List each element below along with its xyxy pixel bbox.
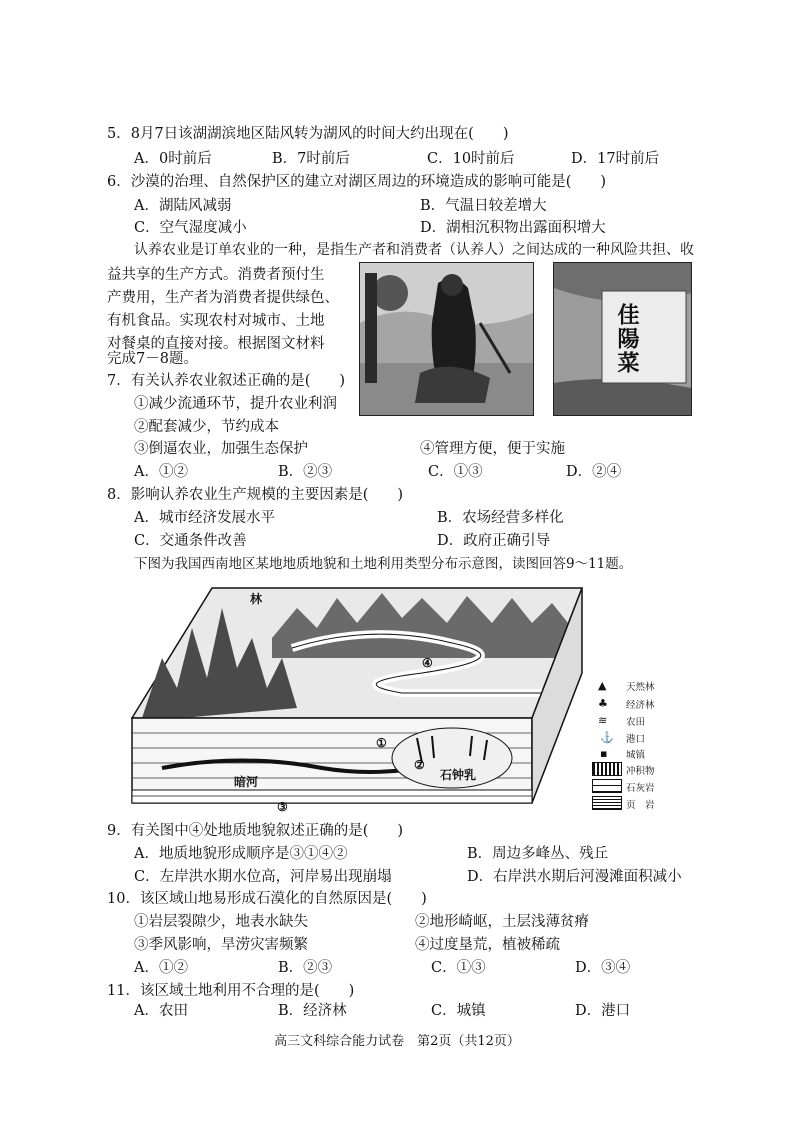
geology-diagram [122,568,592,818]
sign-photo [553,262,692,416]
q5-option-c: C．10时前后 [427,151,515,167]
q5-option-b: B．7时前后 [272,151,350,167]
legend-farmland: 农田 [626,717,646,728]
q9-option-a: A．地质地貌形成顺序是③①④② [134,846,348,862]
q7-item-1: ①减少流通环节，提升农业利润 [134,396,337,412]
q6-option-a: A．湖陆风减弱 [134,198,232,214]
q7-option-c: C．①③ [428,464,483,480]
q5-stem: 5．8月7日该湖湖滨地区陆风转为湖风的时间大约出现在( ) [107,126,509,142]
q8-stem: 8．影响认养农业生产规模的主要因素是( ) [107,487,404,503]
q7-item-4: ④管理方便，便于实施 [420,441,565,457]
natural-forest-icon: ▲ [598,679,607,692]
limestone-icon [592,779,622,793]
q10-item-4: ④过度垦荒，植被稀疏 [415,937,560,953]
shale-icon [592,796,622,810]
q9-option-b: B．周边多峰丛、残丘 [467,846,609,862]
q8-option-b: B．农场经营多样化 [437,510,564,526]
farmer-photo [359,262,534,416]
label-forest: 林 [250,592,263,606]
legend-alluvium: 冲积物 [626,766,655,777]
q8-option-a: A．城市经济发展水平 [134,510,275,526]
q10-option-a: A．①② [134,960,188,976]
q9-stem: 9．有关图中④处地质地貌叙述正确的是( ) [107,823,404,839]
q6-option-b: B．气温日较差增大 [420,198,547,214]
q5-option-d: D．17时前后 [571,151,660,167]
q11-option-b: B．经济林 [278,1003,347,1019]
legend-port: 港口 [626,734,646,745]
material-line-4: 有机食品。实现农村对城市、土地 [107,313,325,329]
q10-item-1: ①岩层裂隙少，地表水缺失 [134,914,308,930]
anchor-icon: ⚓ [600,731,614,744]
q11-stem: 11．该区域土地利用不合理的是( ) [107,983,355,999]
q7-option-d: D．②④ [566,464,622,480]
intro-9-11: 下图为我国西南地区某地地质地貌和土地利用类型分布示意图，读图回答9～11题。 [134,556,633,572]
material-line-6: 完成7－8题。 [107,351,198,367]
marker-4: ④ [422,656,433,670]
q6-stem: 6．沙漠的治理、自然保护区的建立对湖区周边的环境造成的影响可能是( ) [107,174,607,190]
q10-item-2: ②地形崎岖，土层浅薄贫瘠 [415,914,589,930]
q9-option-d: D．右岸洪水期后河漫滩面积减小 [467,869,682,885]
marker-3: ③ [277,800,288,814]
legend-natural-forest: 天然林 [626,682,655,693]
q7-option-b: B．②③ [278,464,333,480]
town-icon: ▪ [600,747,608,760]
farmland-icon: ≋ [598,714,608,727]
q7-item-3: ③倒逼农业，加强生态保护 [134,441,308,457]
label-underground-river: 暗河 [234,775,259,789]
marker-2: ② [414,758,425,772]
q10-option-d: D．③④ [575,960,631,976]
q6-option-c: C．空气湿度减小 [134,220,247,236]
material-line-5: 对餐桌的直接对接。根据图文材料 [107,336,325,352]
q10-option-c: C．①③ [431,960,486,976]
legend-limestone: 石灰岩 [626,783,655,794]
q7-item-2: ②配套减少，节约成本 [134,419,279,435]
material-line-2: 益共享的生产方式。消费者预付生 [107,267,325,283]
label-stalactite: 石钟乳 [440,768,477,782]
q9-option-c: C．左岸洪水期水位高，河岸易出现崩塌 [134,869,392,885]
q7-stem: 7．有关认养农业叙述正确的是( ) [107,373,346,389]
q6-option-d: D．湖相沉积物出露面积增大 [420,220,606,236]
marker-1: ① [376,736,387,750]
page-footer: 高三文科综合能力试卷 第2页（共12页） [274,1034,520,1049]
q10-option-b: B．②③ [278,960,333,976]
q8-option-d: D．政府正确引导 [437,533,551,549]
q10-item-3: ③季风影响，旱涝灾害频繁 [134,937,308,953]
q11-option-a: A．农田 [134,1003,188,1019]
economic-forest-icon: ♣ [598,697,608,710]
q7-option-a: A．①② [134,464,188,480]
legend-town: 城镇 [626,750,646,761]
q10-stem: 10．该区域山地易形成石漠化的自然原因是( ) [107,891,427,907]
sign-text: 佳陽菜 [614,303,640,375]
q5-option-a: A．0时前后 [134,151,212,167]
legend-economic-forest: 经济林 [626,700,655,711]
q11-option-c: C．城镇 [431,1003,486,1019]
material-line-1: 认养农业是订单农业的一种，是指生产者和消费者（认养人）之间达成的一种风险共担、收 [134,242,694,258]
legend-shale: 页 岩 [626,800,655,811]
alluvium-icon [592,762,622,776]
q11-option-d: D．港口 [575,1003,631,1019]
material-line-3: 产费用，生产者为消费者提供绿色、 [107,290,339,306]
q8-option-c: C．交通条件改善 [134,533,247,549]
